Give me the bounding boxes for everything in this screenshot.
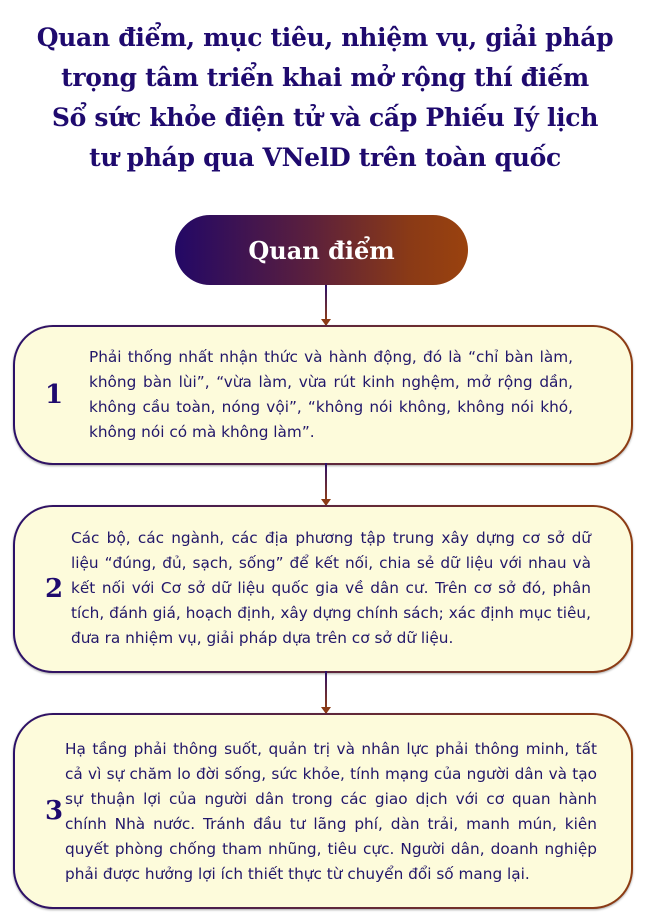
title-line-2: trọng tâm triển khai mở rộng thí điếm	[61, 63, 589, 92]
section-header-label: Quan điểm	[248, 235, 395, 265]
item-text: Hạ tầng phải thông suốt, quản trị và nhân lực phải thông minh, tất cả vì sự chăm lo đời sống, sức khỏe, tính mạng của người dân và tạo sự thuận lợi của người dân trong các giao dịch với cơ quan hành chính Nhà nước. Tránh đầu tư lãng phí, dàn trải, manh mún, kiên quyết phòng chống tham nhũng, tiêu cực. Người dân, doanh nghiệp phải được hưởng lợi ích thiết thực từ chuyển đổi số mang lại.	[65, 740, 597, 883]
item-number: 1	[45, 380, 64, 410]
item-card-1	[13, 325, 633, 465]
title-line-1: Quan điểm, mục tiêu, nhiệm vụ, giải pháp	[36, 23, 614, 52]
connector-arrow-1	[325, 285, 327, 325]
item-number: 2	[45, 574, 64, 604]
item-text: Các bộ, các ngành, các địa phương tập trung xây dựng cơ sở dữ liệu “đúng, đủ, sạch, sống” để kết nối, chia sẻ dữ liệu với nhau và kết nối với Cơ sở dữ liệu quốc gia về dân cư. Trên cơ sở đó, phân tích, đánh giá, hoạch định, xây dựng chính sách; xác định mục tiêu, đưa ra nhiệm vụ, giải pháp dựa trên cơ sở dữ liệu.	[71, 529, 591, 647]
title-line-3: Sổ sức khỏe điện tử và cấp Phiếu Iý lịch	[51, 103, 599, 132]
title-line-4: tư pháp qua VNelD trên toàn quốc	[89, 143, 561, 172]
item-text: Phải thống nhất nhận thức và hành động, đó là “chỉ bàn làm, không bàn lùi”, “vừa làm, vừa rút kinh nghệm, mở rộng dần, không cầu toàn, nóng vội”, “không nói không, không nói khó, không nói có mà không làm”.	[89, 348, 573, 441]
item-card-3	[13, 713, 633, 909]
section-header-pill	[175, 215, 468, 285]
connector-arrow-2	[325, 463, 327, 505]
page-title	[0, 18, 650, 178]
connector-arrow-3	[325, 671, 327, 713]
item-number: 3	[45, 796, 64, 826]
item-card-2	[13, 505, 633, 673]
